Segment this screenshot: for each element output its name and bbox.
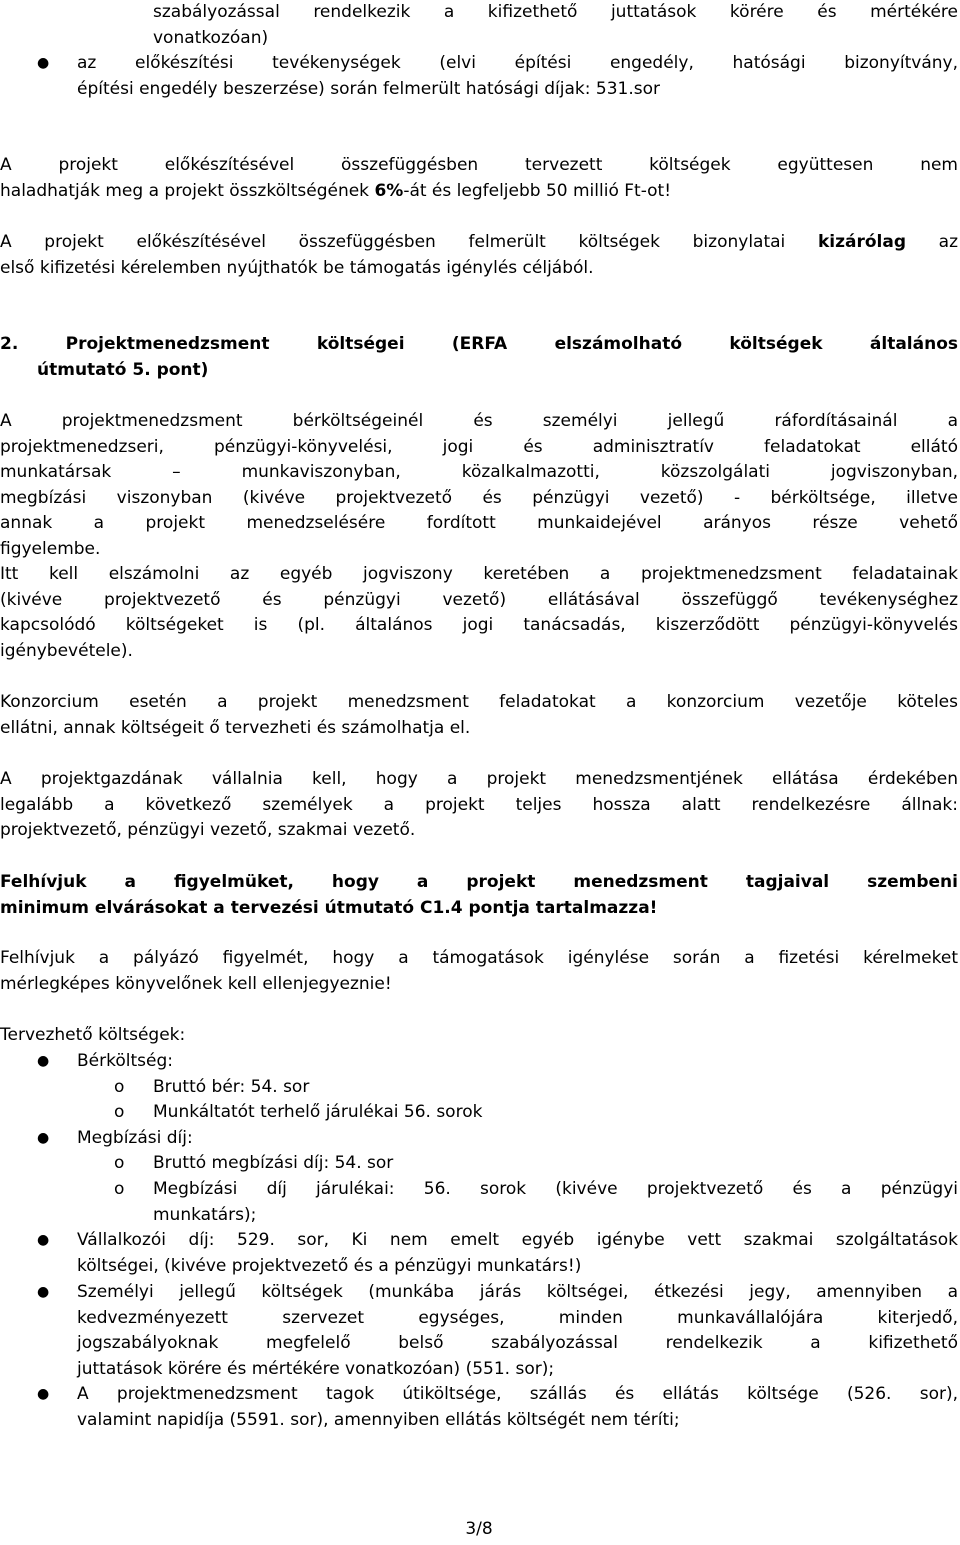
bullet-icon: ● bbox=[37, 1053, 50, 1069]
text-line: Itt kell elszámolni az egyéb jogviszony keretében a projektmenedzsment feladatainak bbox=[0, 564, 958, 584]
paragraph-attention bbox=[0, 870, 958, 921]
text-line: költségei, (kivéve projektvezető és a pénzügyi munkatárs!) bbox=[77, 1255, 582, 1276]
heading-line: 2. Projektmenedzsment költségei (ERFA elszámolható költségek általános bbox=[0, 334, 958, 354]
page-number: 3/8 bbox=[465, 1519, 493, 1539]
text-line: kapcsolódó költségeket is (pl. általános jogi tanácsadás, kiszerződött pénzügyi-könyvelés bbox=[0, 615, 958, 635]
text-line: A projektgazdának vállalnia kell, hogy a projekt menedzsmentjének ellátása érdekében bbox=[0, 769, 958, 789]
section-heading bbox=[0, 332, 958, 383]
bullet-icon: ● bbox=[37, 55, 50, 71]
list-item-travel bbox=[0, 1382, 958, 1433]
text-line: Felhívjuk a pályázó figyelmét, hogy a támogatások igénylése során a fizetési kérelmeket bbox=[0, 948, 958, 968]
list-item-salary bbox=[0, 1049, 958, 1075]
bullet-icon: ● bbox=[37, 1232, 50, 1248]
sub-list-item bbox=[0, 1177, 958, 1228]
text-line: Bérköltség: bbox=[77, 1051, 173, 1071]
text-line: minimum elvárásokat a tervezési útmutató C1.4 pontja tartalmazza! bbox=[0, 897, 658, 918]
text-line: annak a projekt menedzselésére fordított munkaidejével arányos része vehető bbox=[0, 513, 958, 533]
text-line: Tervezhető költségek: bbox=[0, 1025, 186, 1045]
text-line: ellátni, annak költségeit ő tervezheti és számolhatja el. bbox=[0, 717, 471, 738]
text-line: Megbízási díj járulékai: 56. sorok (kivéve projektvezető és a pénzügyi bbox=[153, 1179, 958, 1199]
list-item-personal-costs bbox=[0, 1280, 958, 1382]
text-line: figyelembe. bbox=[0, 538, 101, 559]
circle-bullet-icon: o bbox=[114, 1077, 125, 1097]
text-line: projektmenedzseri, pénzügyi-könyvelési, jogi és adminisztratív feladatokat ellátó bbox=[0, 436, 958, 457]
paragraph-other-legal-relationship bbox=[0, 562, 958, 664]
text-line: Bruttó bér: 54. sor bbox=[153, 1077, 310, 1097]
text-line: az előkészítési tevékenységek (elvi építési engedély, hatósági bizonyítvány, bbox=[77, 53, 958, 73]
list-item-preparation-fees bbox=[0, 51, 958, 102]
list-item-continuation bbox=[0, 0, 958, 51]
text-line: Személyi jellegű költségek (munkába járás költségei, étkezési jegy, amennyiben a bbox=[77, 1282, 958, 1302]
bullet-icon: ● bbox=[37, 1130, 50, 1146]
list-item-contractor bbox=[0, 1228, 958, 1279]
text-line: Megbízási díj: bbox=[77, 1128, 193, 1148]
text-line: A projekt előkészítésével összefüggésben tervezett költségek együttesen nem bbox=[0, 155, 958, 175]
heading-line: útmutató 5. pont) bbox=[37, 359, 209, 380]
text-line: A projekt előkészítésével összefüggésben felmerült költségek bizonylatai kizárólag az bbox=[0, 232, 959, 252]
text-line: projektvezető, pénzügyi vezető, szakmai vezető. bbox=[0, 820, 416, 840]
circle-bullet-icon: o bbox=[114, 1102, 125, 1122]
text-line: A projektmenedzsment tagok útiköltsége, szállás és ellátás költsége (526. sor), bbox=[77, 1384, 958, 1404]
text-line: kedvezményezett szervezet egységes, minden munkavállalójára kiterjedő, bbox=[77, 1307, 958, 1328]
text-line: jogszabályoknak megfelelő belső szabályozással rendelkezik a kifizethető bbox=[77, 1333, 958, 1353]
paragraph-consortium bbox=[0, 690, 958, 741]
text-line: (kivéve projektvezető és pénzügyi vezető) ellátásával összefüggő tevékenységhez bbox=[0, 589, 958, 610]
text-line: mérlegképes könyvelőnek kell ellenjegyeznie! bbox=[0, 973, 392, 994]
list-item-commission bbox=[0, 1126, 958, 1152]
text-line: szabályozással rendelkezik a kifizethető juttatások körére és mértékére bbox=[153, 2, 958, 22]
text-line: legalább a következő személyek a projekt teljes hossza alatt rendelkezésre állnak: bbox=[0, 794, 958, 815]
paragraph-preparation-cost-limit bbox=[0, 153, 958, 204]
circle-bullet-icon: o bbox=[114, 1179, 125, 1199]
bullet-icon: ● bbox=[37, 1284, 50, 1300]
text-line: Bruttó megbízási díj: 54. sor bbox=[153, 1153, 394, 1173]
text-line: Konzorcium esetén a projekt menedzsment feladatokat a konzorcium vezetője köteles bbox=[0, 692, 958, 712]
paragraph-accountant bbox=[0, 946, 958, 997]
sub-list-item bbox=[0, 1151, 958, 1177]
sub-list-item bbox=[0, 1075, 958, 1101]
circle-bullet-icon: o bbox=[114, 1153, 125, 1173]
plannable-costs-heading bbox=[0, 1023, 958, 1049]
paragraph-pm-salary bbox=[0, 409, 958, 562]
text-line: igénybevétele). bbox=[0, 640, 133, 661]
text-line: juttatások körére és mértékére vonatkozóan) (551. sor); bbox=[77, 1358, 555, 1379]
text-line: munkatársak – munkaviszonyban, közalkalmazotti, közszolgálati jogviszonyban, bbox=[0, 462, 958, 482]
text-line: valamint napidíja (5591. sor), amennyiben ellátás költségét nem téríti; bbox=[77, 1409, 680, 1430]
text-line: Vállalkozói díj: 529. sor, Ki nem emelt egyéb igénybe vett szakmai szolgáltatások bbox=[77, 1230, 958, 1250]
text-line: megbízási viszonyban (kivéve projektvezető és pénzügyi vezető) - bérköltsége, illetve bbox=[0, 487, 958, 508]
text-line: építési engedély beszerzése) során felmerült hatósági díjak: 531.sor bbox=[77, 78, 660, 99]
text-line: haladhatják meg a projekt összköltségének 6%-át és legfeljebb 50 millió Ft-ot! bbox=[0, 180, 672, 201]
text-line: vonatkozóan) bbox=[153, 27, 269, 48]
paragraph-commitment bbox=[0, 767, 958, 844]
text-line: munkatárs); bbox=[153, 1204, 257, 1225]
text-line: első kifizetési kérelemben nyújthatók be támogatás igénylés céljából. bbox=[0, 257, 594, 278]
text-line: A projektmenedzsment bérköltségeinél és személyi jellegű ráfordításainál a bbox=[0, 411, 958, 431]
text-line: Munkáltatót terhelő járulékai 56. sorok bbox=[153, 1102, 483, 1122]
sub-list-item bbox=[0, 1100, 958, 1126]
paragraph-preparation-documents bbox=[0, 230, 958, 281]
text-line: Felhívjuk a figyelmüket, hogy a projekt menedzsment tagjaival szembeni bbox=[0, 872, 958, 892]
bullet-icon: ● bbox=[37, 1386, 50, 1402]
